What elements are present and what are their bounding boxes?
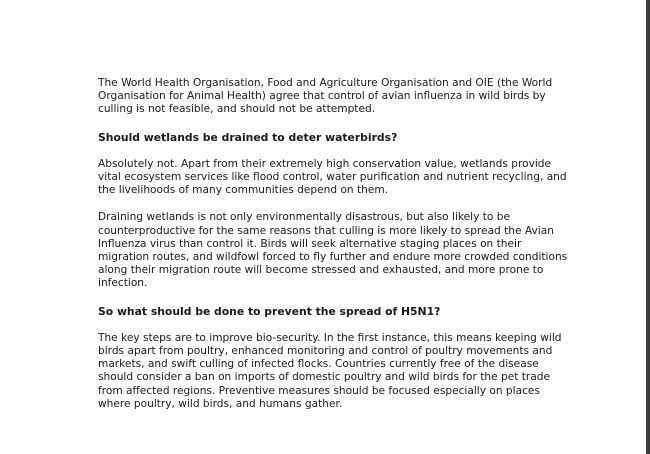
paragraph-key-steps: The key steps are to improve bio-security. In the first instance, this means keeping wild birds apart from poultry, enhanced monitoring and control of poultry movements and markets, and swift culling of infected flocks. Countries currently free of the disease should consider a ban on imports of domestic poultry and wild birds for the pet trade from affected regions. Preventive measures should be focused especially on places where poultry, wild birds, and humans gather.: [98, 331, 562, 410]
paragraph-draining-wetlands: Draining wetlands is not only environmentally disastrous, but also likely to be counterproductive for the same reasons that culling is more likely to spread the Avian Influenza virus than control it. Birds will seek alternative staging places on their migration routes, and wildfowl forced to fly further and endure more crowded conditions along their migration route will become stressed and exhausted, and more prone to infection.: [98, 211, 568, 290]
heading-prevent-spread: So what should be done to prevent the spread of H5N1?: [98, 304, 441, 318]
document-body: [98, 77, 568, 411]
paragraph-who-statement: The World Health Organisation, Food and Agriculture Organisation and OIE (the World Organisation for Animal Health) agree that control of avian influenza in wild birds by culling is not feasible, and should not be attempted.: [98, 77, 553, 116]
heading-wetlands-question: Should wetlands be drained to deter waterbirds?: [98, 130, 398, 144]
page-edge-divider: [646, 0, 650, 454]
paragraph-wetlands-answer: Absolutely not. Apart from their extremely high conservation value, wetlands provide vital ecosystem services like flood control, water purification and nutrient recycling, and the livelihoods of many communities depend on them.: [98, 157, 567, 197]
